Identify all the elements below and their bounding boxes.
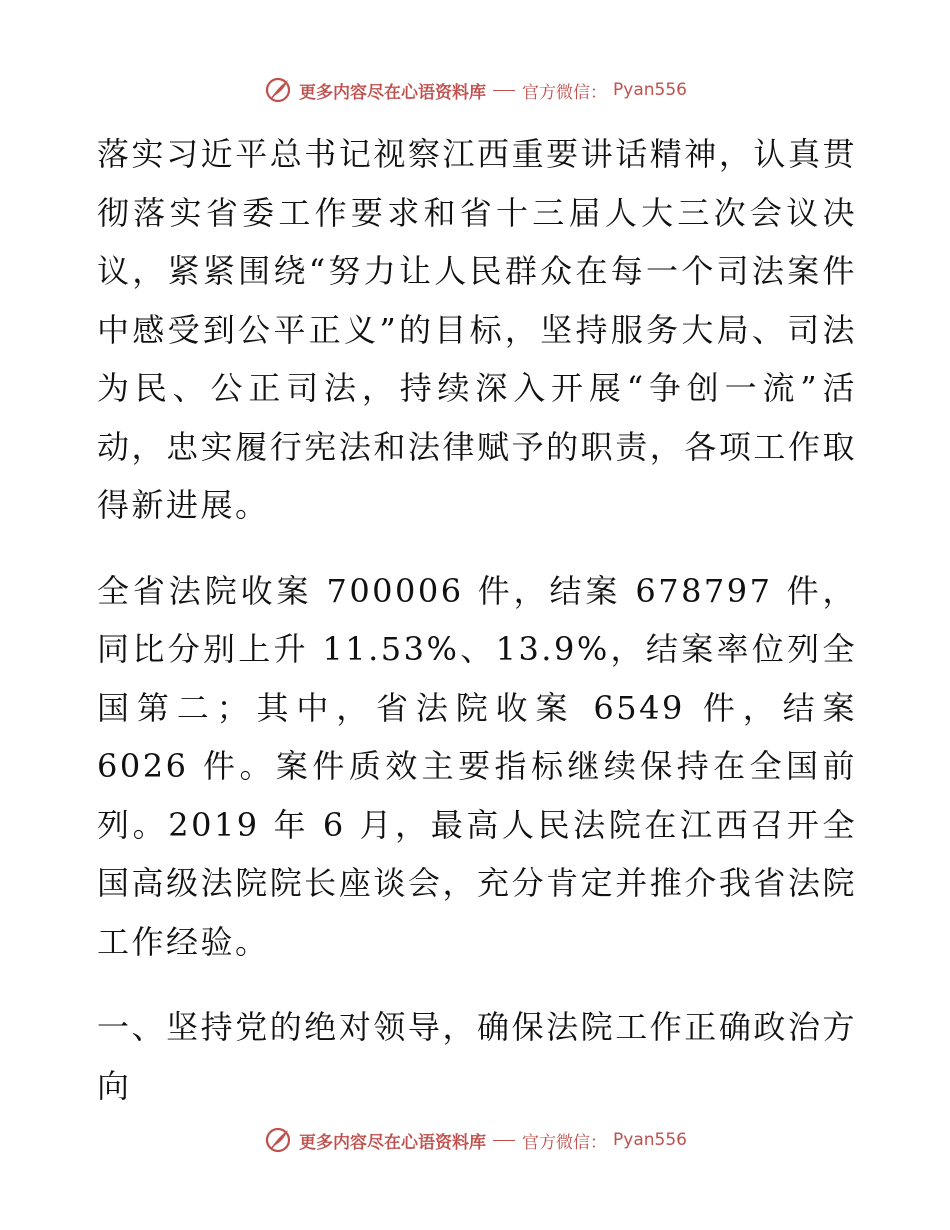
document-body bbox=[97, 125, 857, 1115]
paragraph-intro: 落实习近平总书记视察江西重要讲话精神，认真贯彻落实省委工作要求和省十三届人大三次会议决议，紧紧围绕“努力让人民群众在每一个司法案件中感受到公平正义”的目标，坚持服务大局、司法为民、公正司法，持续深入开展“争创一流”活动，忠实履行宪法和法律赋予的职责，各项工作取得新进展。 bbox=[97, 135, 857, 524]
watermark-main-text: 更多内容尽在心语资料库 bbox=[299, 82, 487, 103]
watermark-id-text: Pyan556 bbox=[613, 80, 687, 100]
section-heading: 一、坚持党的绝对领导，确保法院工作正确政治方向 bbox=[97, 1008, 857, 1105]
watermark-dash bbox=[493, 1140, 515, 1141]
quill-logo-icon bbox=[263, 75, 293, 105]
watermark-dash bbox=[493, 90, 515, 91]
paragraph-statistics: 全省法院收案 700006 件，结案 678797 件，同比分别上升 11.53%、13.9%，结案率位列全国第二；其中，省法院收案 6549 件，结案 6026 件。案件质效主要指标继续保持在全国前列。2019 年 6 月，最高人民法院在江西召开全国高级法院院长座谈会，充分肯定并推介我省法院工作经验。 bbox=[97, 571, 857, 961]
footer-watermark bbox=[0, 1122, 950, 1158]
quill-logo-icon bbox=[263, 1125, 293, 1155]
watermark-label-text: 官方微信： bbox=[522, 1132, 608, 1153]
watermark-label-text: 官方微信： bbox=[522, 82, 608, 103]
watermark-main-text: 更多内容尽在心语资料库 bbox=[299, 1132, 487, 1153]
header-watermark bbox=[0, 72, 950, 108]
watermark-id-text: Pyan556 bbox=[613, 1130, 687, 1150]
